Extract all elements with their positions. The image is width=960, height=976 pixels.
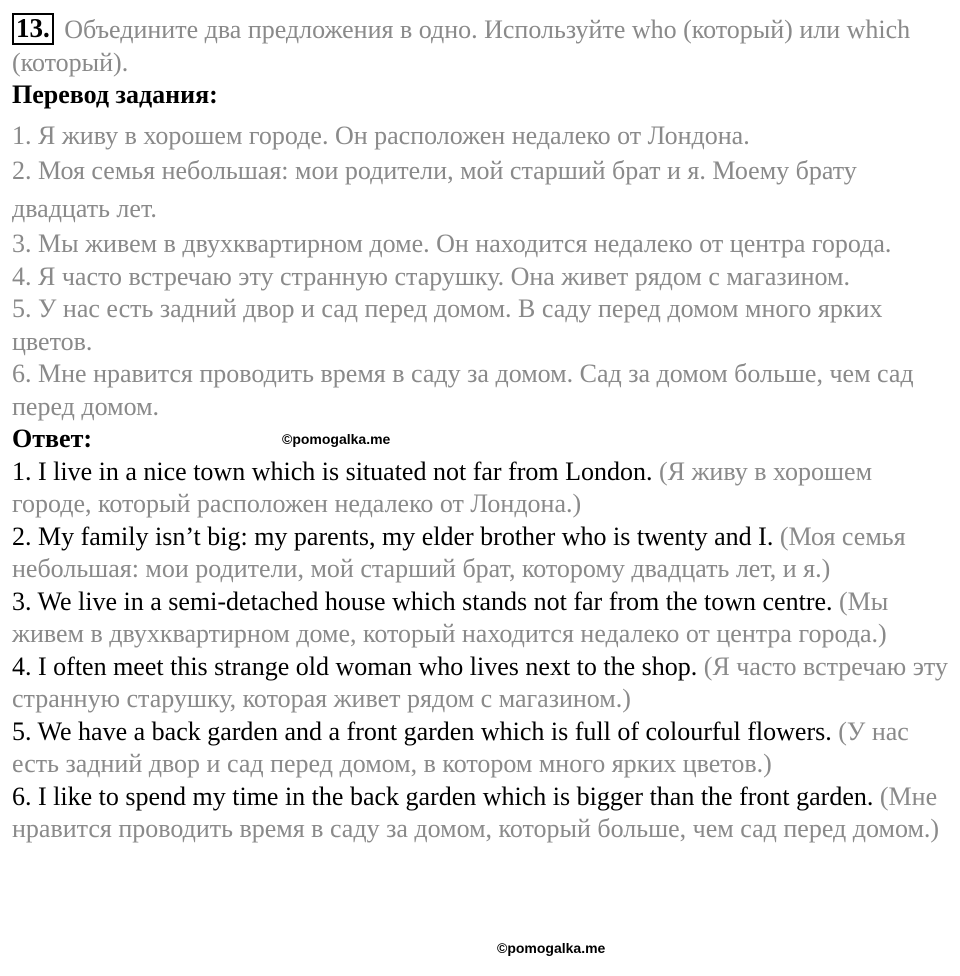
answer-english-2: 2. My family isn’t big: my parents, my elder brother who is twenty and I. (12, 521, 774, 551)
translation-item-1: 1. Я живу в хорошем городе. Он расположен недалеко от Лондона. (12, 120, 750, 150)
task-instruction-block (12, 14, 948, 79)
translation-item-6: 6. Мне нравится проводить время в саду за домом. Сад за домом больше, чем сад перед домом. (12, 359, 914, 421)
answer-english-1: 1. I live in a nice town which is situated not far from London. (12, 456, 653, 486)
answer-russian-4: (Я часто встречаю эту странную старушку, которая живет рядом с магазином.) (12, 651, 948, 713)
answer-russian-6: (Мне нравится проводить время в саду за домом, который больше, чем сад перед домом.) (12, 781, 940, 843)
answer-item-6 (12, 781, 948, 846)
answer-item-5 (12, 716, 948, 781)
answer-russian-5: (У нас есть задний двор и сад перед домом, в котором много ярких цветов.) (12, 716, 909, 778)
answer-russian-3: (Мы живем в двухквартирном доме, который находится недалеко от центра города.) (12, 586, 889, 648)
answer-russian-2: (Моя семья небольшая: мои родители, мой старший брат, которому двадцать лет, и я.) (12, 521, 906, 583)
translation-item-3: 3. Мы живем в двухквартирном доме. Он находится недалеко от центра города. (12, 229, 892, 258)
translation-item-5: 5. У нас есть задний двор и сад перед домом. В саду перед домом много ярких цветов. (12, 294, 883, 356)
translation-list (12, 120, 948, 424)
answer-item-2 (12, 521, 948, 586)
answer-heading-label: Ответ: (12, 424, 93, 453)
answer-english-6: 6. I like to spend my time in the back garden which is bigger than the front garden. (12, 781, 874, 811)
translation-item-4: 4. Я часто встречаю эту странную старушку. Она живет рядом с магазином. (12, 261, 850, 291)
answer-russian-1: (Я живу в хорошем городе, который расположен недалеко от Лондона.) (12, 456, 873, 518)
answer-heading (12, 423, 948, 456)
task-instruction: Объедините два предложения в одно. Используйте who (который) или which (который). (12, 15, 911, 77)
answer-english-5: 5. We have a back garden and a front garden which is full of colourful flowers. (12, 716, 832, 746)
answer-item-3 (12, 586, 948, 651)
exercise-number: 13. (12, 13, 54, 45)
answer-item-1 (12, 456, 948, 521)
answer-english-3: 3. We live in a semi-detached house which stands not far from the town centre. (12, 586, 833, 616)
watermark-bottom: ©pomogalka.me (497, 940, 606, 956)
watermark-top: ©pomogalka.me (282, 431, 391, 447)
translation-item-2: 2. Моя семья небольшая: мои родители, мой старший брат и я. Моему брату двадцать лет. (12, 156, 857, 223)
answer-list (12, 456, 948, 846)
translation-heading: Перевод задания: (12, 80, 218, 109)
exercise-page (12, 14, 948, 846)
answer-english-4: 4. I often meet this strange old woman who lives next to the shop. (12, 651, 698, 681)
answer-item-4 (12, 651, 948, 716)
